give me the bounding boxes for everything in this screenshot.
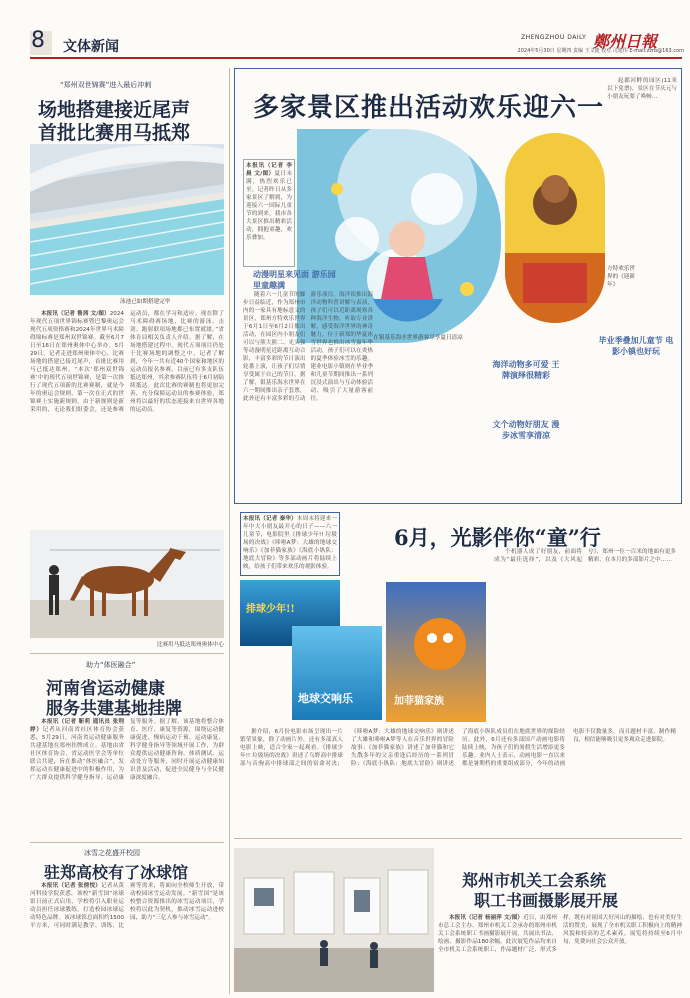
childrens-body-right: 起郡河畔的园区(11米以下免票)，景区在节庆元与小朋友玩耍了唤畅… — [607, 78, 677, 100]
page-header — [0, 0, 690, 62]
horse-photo-caption: 比赛用马抵达郑州奥体中心 — [156, 642, 224, 648]
exhibit-byline: 本报讯（记者 杨丽萍 文/图） — [449, 915, 524, 921]
left-divider-2 — [30, 842, 224, 843]
medical-title-2: 服务共建基地挂牌 — [46, 699, 182, 719]
story-exhibit — [234, 842, 682, 996]
right-divider — [234, 838, 682, 839]
poster-2-title: 地球交响乐 — [298, 692, 353, 705]
medical-title-1: 河南省运动健康 — [46, 679, 165, 699]
pool-photo-caption: 泳池已如期搭建完毕 — [120, 299, 171, 305]
ice-title: 驻郑高校有了冰球馆 — [44, 863, 189, 882]
movies-body-right: 个机器人成了好朋友，前面将成为“最佳选择”，以及《大风起兮》，郑州一位一百米的地面有更多精彩，在本月的多部影片之中…… — [494, 549, 676, 563]
ice-kicker: 冰雪之花盛开校园 — [84, 849, 140, 857]
medical-body — [30, 718, 224, 834]
dateline: 2024年5月30日 星期四 责编 王文捷 校对 司建伟 E-mail:zzrb@163.com — [517, 48, 684, 54]
childrens-body-left — [243, 291, 373, 499]
movies-lead-text: 本周末将迎来一年中大小朋友最开心的日子——六一儿童节，电影院里《排球少年!! 垃圾场的决战》《哆啦A梦：大雄的地球交响乐》《加菲猫家族》《海底小纵队：地底大冒险》等多部动画片将陆续上映，给孩子们带来欢乐的观影体验。 — [243, 516, 337, 570]
ice-byline: 本报讯（记者 张倩悦） — [41, 883, 102, 889]
stadium-byline: 本报讯（记者 鲁茜 文/图） — [41, 311, 110, 317]
movies-title: 6月，光影伴你“童”行 — [394, 525, 601, 550]
sub-heading-1: 动漫明星来见面 游乐园里童趣满 — [253, 269, 336, 290]
story-ice — [30, 848, 224, 994]
water-park-caption: 在银基乐海水世界游客尽享夏日清凉 — [373, 335, 463, 341]
masthead-logo: 鄭州日報 — [593, 32, 658, 51]
stadium-body-text: 2024年现代五项世界锦标赛暨巴黎奥运会现代五项资格赛和2024年世界马术障碍锦标赛是郑州双世锦赛。截至6月7日至16日在郑州奥体中心举办。5月29日，记者走进郑州奥体中心，比赛场地的搭建已接近尾声，首批比赛用马已抵达郑州。“本次‘郑州双世锦赛’中的现代五项世锦赛，是第一次推行了现代五项新的比赛赛制，就是今年的奥运会规则，第一次在正式的世锦赛上实施新规则，由于新规则是新采用的，无论我们组委会，还是参赛运动员，都在学习和适应。现在除了马术障碍赛场地，比赛的游泳、击剑、跑射联项场地都已布置就绪。”省体育局相关负责人介绍。据了解，在场地搭建过程中，现代五项项目仍处于比赛场地的调整之中，记者了解到，今年一共有近40个国家和地区的运动员报名参赛，目前已有多支队伍抵达郑州，其余参赛队伍将于6月初陆续抵达。此次比赛的赛制也将更加完善，充分保障运动员的参赛体验，郑州将以最好的状态迎接来自世界各地的运动员。 — [30, 311, 224, 413]
sub-heading-2: 海洋动物多可爱 王牌演绎很精彩 — [492, 359, 560, 380]
horse-photo — [30, 530, 224, 638]
poster-1-title: 排球少年!! — [246, 604, 295, 615]
pool-photo — [30, 144, 224, 295]
movies-lead — [240, 512, 340, 576]
medical-body-text: 记者从河南省社区体育协会获悉，5月29日，河南省运动健康服务共建基地在郑州挂牌成立。基地由省社区体育协会、省运动医学会等单位联合共建，旨在推动“体医融合”，发挥运动在健康促进中的积极作用，为广大群众提供科学健身指导、运动康复等服务。据了解，该基地将整合体育、医疗、康复等资源，围绕运动健康促进、慢病运动干预、运动康复、科学健身指导等领域开展工作，为群众提供运动健康咨询、体质测试、运动处方等服务，同时开展运动健康知识普及活动，促进全民健身与全民健康深度融合。 — [30, 719, 224, 781]
stadium-kicker: “郑州双世锦赛”进入最后冲刺 — [60, 81, 152, 89]
page-number: 8 — [31, 28, 45, 53]
fantawild-caption: 方特欢乐世界的《迎新年》 — [607, 266, 635, 288]
exhibit-photo — [234, 848, 434, 992]
story-childrens-day — [234, 68, 682, 504]
section-name: 文体新闻 — [63, 39, 119, 55]
movies-body-text: 据介绍，6月份电影市场呈现出一片繁荣景象，除了动画片外，还有多部真人电影上映，适合全家一起观看。《排球少年!! 垃圾场的决战》讲述了乌野高中排球部与音驹高中排球部之间的宿命对决；《哆啦A梦：大雄的地球交响乐》则讲述了大雄和哆啦A梦等人在音乐世界的冒险故事；《加菲猫家族》讲述了加菲猫和它失散多年的父亲重逢后经历的一系列冒险；《海底小纵队：地底大冒险》则讲述了海底小纵队成员们在地底世界的探险经历。此外，6月还有多部国产动画电影将陆续上映，为孩子们的暑假生活增添更多乐趣。业内人士表示，动画电影一直以来都是暑期档的重要组成部分，今年的动画电影不仅数量多，而且题材丰富、制作精良，相信能够吸引更多观众走进影院。 — [240, 729, 676, 767]
ice-body — [30, 882, 224, 992]
movies-body — [240, 728, 676, 828]
movie-poster-3 — [386, 582, 486, 722]
story-medical — [30, 660, 224, 838]
fantawild-photo — [505, 133, 605, 323]
poster-3-title: 加菲猫家族 — [394, 696, 444, 707]
exhibit-title-2: 职工书画摄影展开展 — [474, 891, 619, 910]
childrens-day-title: 多家景区推出活动欢乐迎六一 — [253, 93, 605, 123]
sub-heading-3: 文个动物好朋友 漫步冰雪享清凉 — [492, 419, 560, 440]
movies-byline: 本报讯（记者 秦华） — [243, 516, 297, 522]
exhibit-body-text: 近日，由郑州市总工会主办、郑州市机关工会承办的郑州市机关工会系统职工书画摄影展开展，共展出书法、绘画、摄影作品180余幅。此次展览作品均来自全市机关工会系统职工，作品题材广泛、形式多样，既有对祖国大好河山的描绘，也有对美好生活的赞美，展现了全市机关职工积极向上的精神风貌和较高的艺术素养。展览将持续至6月中旬，免费向社会公众开放。 — [438, 915, 682, 953]
childrens-lead — [243, 159, 295, 267]
childrens-body-text: 随着六一儿童节的脚步日益临近，作为郑州市内的一家具有地标意义的景区，郑州方特欢乐世界于6月1日至6月2日推出活动，在园区内小朋友们可以与熊大熊二、光头强等动漫明星近距离互动合影，丰富多彩的节日演出轮番上演，让孩子们尽情享受属于自己的节日。据了解，银基乐海水世界在六一期间推出亲子套票，此外还有丰富多彩的互动游乐项目。海洋馆推出海洋动物科普讲解与表演，孩子们可以近距离观察各种海洋生物，听取专业讲解，感受海洋世界的神奇魅力。位于新郑的华夏冰雪世界也推出冰雪嘉年华活动，孩子们可以在炎热的夏季体验冰雪的乐趣。建业电影小镇则在毕业季和儿童节期间推出一系列沉浸式演出与互动体验活动，吸引了大量游客前往。 — [243, 292, 373, 402]
stadium-title-1: 场地搭建接近尾声 — [38, 99, 191, 121]
medical-byline: 本报讯（记者 靳莉 通讯员 张荆婷） — [30, 719, 124, 733]
left-divider-1 — [30, 653, 224, 654]
sub-heading-4: 毕业季叠加儿童节 电影小镇也好玩 — [598, 335, 674, 356]
exhibit-body — [438, 914, 682, 994]
stadium-title-2: 首批比赛用马抵郑 — [38, 122, 191, 144]
ice-body-text: 记者从黄河科技学院获悉，该校“新雪国”冰球馆日前正式启用，学校将引入职业运动员担任冰球教练，打造校园冰球运动特色品牌。该冰球馆总面积约1500平方米，可同时满足教学、训练、比赛等需求，将面向全校师生开放，带动校园冰雪运动发展。“新雪国”是该校整合资源推出的冰雪运动项目，学校将以此为契机，推动冰雪运动进校园，助力“三亿人参与冰雪运动”。 — [30, 883, 224, 929]
childrens-lead-text: 夏日未满，热烈欢乐已至。记者昨日从多家景区了解到，为迎接六一国际儿童节的到来，我市各大景区推出精彩活动，拥抱童趣，欢乐叠加。 — [246, 171, 292, 241]
paper-english-name: ZHENGZHOU DAILY — [521, 34, 587, 41]
column-divider — [229, 68, 230, 994]
childrens-lead-byline: 本报讯（记者 李晨 文/图） — [246, 163, 292, 177]
movie-poster-2 — [292, 626, 382, 720]
header-rule — [30, 57, 682, 59]
story-stadium — [30, 80, 224, 650]
stadium-body — [30, 310, 224, 526]
exhibit-title-1: 郑州市机关工会系统 — [462, 871, 607, 890]
story-movies — [234, 508, 682, 834]
medical-kicker: 助力“体医融合” — [86, 661, 136, 669]
